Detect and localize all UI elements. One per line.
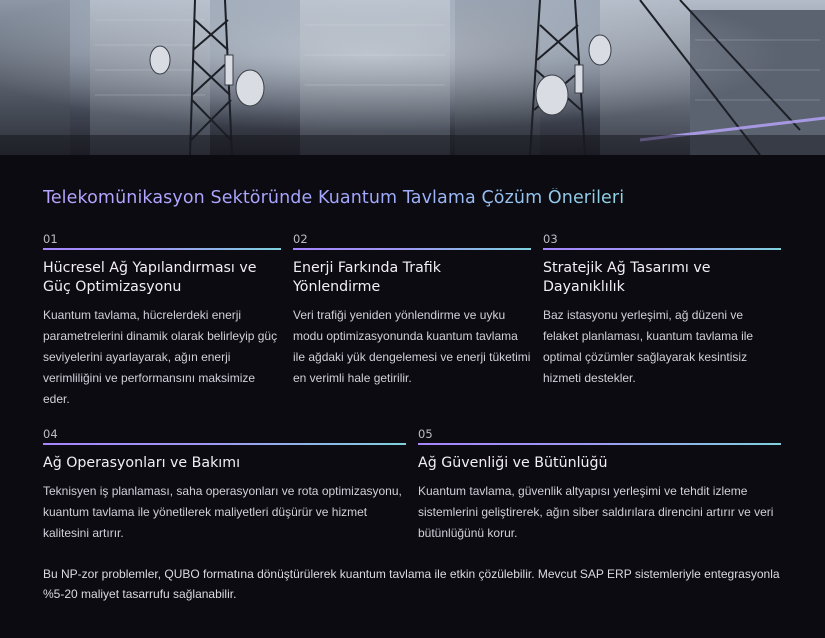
card-divider bbox=[293, 248, 531, 250]
card-number: 05 bbox=[418, 427, 433, 441]
solution-card bbox=[293, 232, 531, 389]
card-divider bbox=[543, 248, 781, 250]
card-number: 04 bbox=[43, 427, 58, 441]
card-body: Baz istasyonu yerleşimi, ağ düzeni ve felaket planlaması, kuantum tavlama ile optimal çözümler sağlayarak kesintisiz hizmeti destekler. bbox=[543, 308, 754, 385]
card-number: 03 bbox=[543, 232, 558, 246]
hero-image bbox=[0, 0, 825, 155]
card-heading: Enerji Farkında Trafik Yönlendirme bbox=[293, 260, 441, 295]
card-divider bbox=[43, 443, 406, 445]
solution-card bbox=[43, 232, 281, 410]
solution-card bbox=[543, 232, 781, 389]
card-number: 02 bbox=[293, 232, 308, 246]
page-title: Telekomünikasyon Sektöründe Kuantum Tavlama Çözüm Önerileri bbox=[43, 188, 625, 208]
card-heading: Ağ Güvenliği ve Bütünlüğü bbox=[418, 455, 608, 471]
card-number: 01 bbox=[43, 232, 58, 246]
card-divider bbox=[418, 443, 781, 445]
card-body: Kuantum tavlama, güvenlik altyapısı yerleşimi ve tehdit izleme sistemlerini geliştirerek, ağın siber saldırılara direncini artırır ve veri bütünlüğünü korur. bbox=[418, 484, 774, 540]
card-body: Veri trafiği yeniden yönlendirme ve uyku modu optimizasyonunda kuantum tavlama ile ağdaki yük dengelemesi ve enerji tüketimi en verimli hale getirilir. bbox=[293, 308, 531, 385]
solution-card bbox=[43, 427, 406, 544]
solution-card bbox=[418, 427, 781, 544]
card-heading: Stratejik Ağ Tasarımı ve Dayanıklılık bbox=[543, 260, 711, 295]
card-heading: Ağ Operasyonları ve Bakımı bbox=[43, 455, 241, 471]
card-heading: Hücresel Ağ Yapılandırması ve Güç Optimizasyonu bbox=[43, 260, 257, 295]
telecom-towers-illustration bbox=[0, 0, 825, 155]
card-body: Teknisyen iş planlaması, saha operasyonları ve rota optimizasyonu, kuantum tavlama ile yönetilerek maliyetleri düşürür ve hizmet kalitesini artırır. bbox=[43, 484, 402, 540]
card-divider bbox=[43, 248, 281, 250]
content-section bbox=[0, 155, 825, 638]
card-body: Kuantum tavlama, hücrelerdeki enerji parametrelerini dinamik olarak belirleyip güç seviyelerini ayarlayarak, ağın enerji verimliliğini ve performansını maksimize eder. bbox=[43, 308, 278, 406]
footer-note: Bu NP-zor problemler, QUBO formatına dönüştürülerek kuantum tavlama ile etkin çözülebilir. Mevcut SAP ERP sistemleriyle entegrasyonla %5-20 maliyet tasarrufu sağlanabilir. bbox=[43, 567, 780, 601]
